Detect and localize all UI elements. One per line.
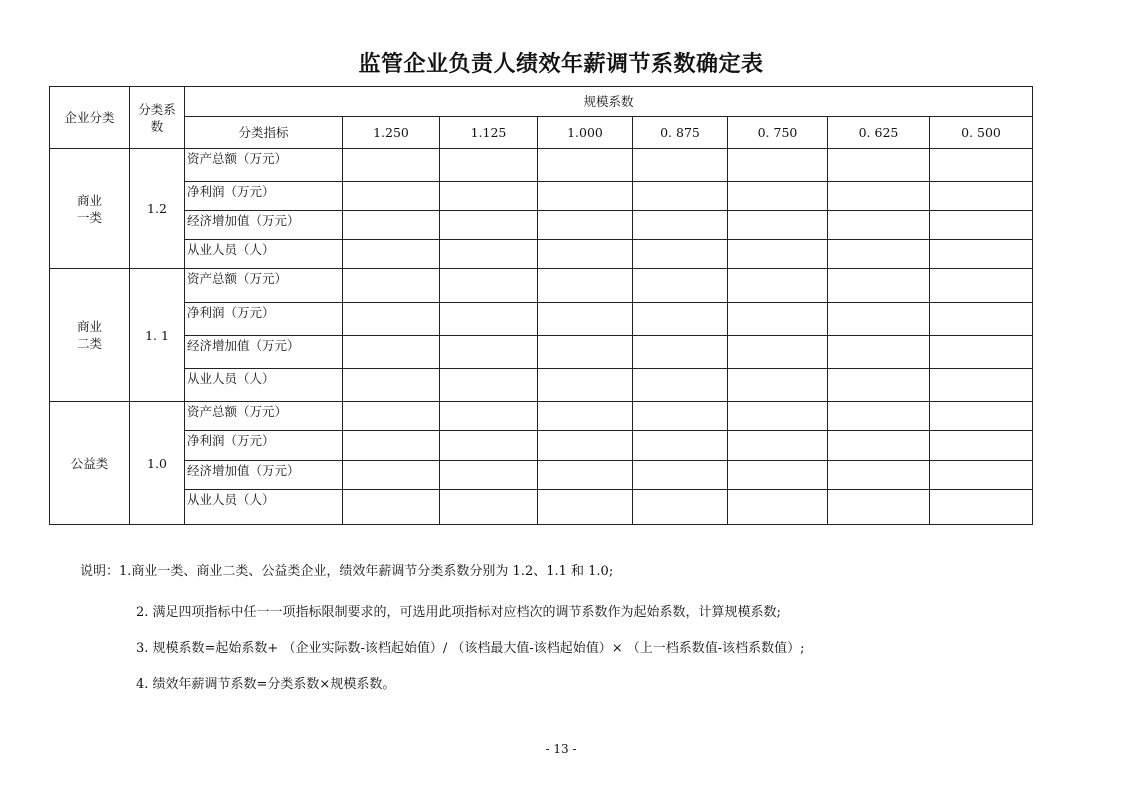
data-cell bbox=[828, 402, 930, 431]
data-cell bbox=[728, 402, 828, 431]
data-cell bbox=[343, 369, 440, 402]
data-cell bbox=[440, 303, 538, 336]
data-cell bbox=[343, 461, 440, 490]
table-row bbox=[50, 149, 1033, 182]
data-cell bbox=[440, 149, 538, 182]
coefficient-table bbox=[49, 86, 1033, 525]
category-cell bbox=[50, 402, 130, 525]
data-cell bbox=[728, 336, 828, 369]
data-cell bbox=[828, 182, 930, 211]
data-cell bbox=[633, 431, 728, 461]
data-cell bbox=[343, 269, 440, 303]
data-cell bbox=[728, 303, 828, 336]
data-cell bbox=[343, 303, 440, 336]
data-cell bbox=[343, 211, 440, 240]
data-cell bbox=[538, 402, 633, 431]
data-cell bbox=[728, 211, 828, 240]
data-cell bbox=[728, 490, 828, 525]
data-cell bbox=[633, 269, 728, 303]
class-coef-cell: 1. 1 bbox=[130, 269, 185, 402]
data-cell bbox=[930, 269, 1033, 303]
data-cell bbox=[538, 211, 633, 240]
data-cell bbox=[538, 369, 633, 402]
data-cell bbox=[538, 336, 633, 369]
data-cell bbox=[440, 431, 538, 461]
level-cell: 1.250 bbox=[343, 117, 440, 149]
data-cell bbox=[440, 402, 538, 431]
category-cell bbox=[50, 269, 130, 402]
table-row bbox=[50, 490, 1033, 525]
data-cell bbox=[633, 461, 728, 490]
data-cell bbox=[728, 369, 828, 402]
data-cell bbox=[633, 149, 728, 182]
data-cell bbox=[930, 336, 1033, 369]
category-cell bbox=[50, 149, 130, 269]
data-cell bbox=[930, 211, 1033, 240]
class-coef-cell: 1.0 bbox=[130, 402, 185, 525]
indicator-cell: 净利润（万元） bbox=[185, 182, 343, 211]
data-cell bbox=[440, 461, 538, 490]
data-cell bbox=[828, 369, 930, 402]
data-cell bbox=[828, 336, 930, 369]
data-cell bbox=[343, 402, 440, 431]
indicator-cell: 从业人员（人） bbox=[185, 490, 343, 525]
data-cell bbox=[633, 336, 728, 369]
table-row bbox=[50, 461, 1033, 490]
data-cell bbox=[930, 431, 1033, 461]
data-cell bbox=[828, 490, 930, 525]
indicator-cell: 净利润（万元） bbox=[185, 303, 343, 336]
level-cell: 1.000 bbox=[538, 117, 633, 149]
header-indicator: 分类指标 bbox=[185, 117, 343, 149]
data-cell bbox=[440, 182, 538, 211]
data-cell bbox=[828, 240, 930, 269]
data-cell bbox=[633, 402, 728, 431]
data-cell bbox=[930, 182, 1033, 211]
data-cell bbox=[728, 240, 828, 269]
data-cell bbox=[440, 490, 538, 525]
level-cell: 0. 500 bbox=[930, 117, 1033, 149]
data-cell bbox=[343, 149, 440, 182]
note-3: 3. 规模系数=起始系数+ （企业实际数-该档起始值）/ （该档最大值-该档起始值）× （上一档系数值-该档系数值）; bbox=[136, 641, 805, 656]
data-cell bbox=[538, 182, 633, 211]
note-2: 2. 满足四项指标中任一一项指标限制要求的，可选用此项指标对应档次的调节系数作为起始系数，计算规模系数; bbox=[136, 605, 781, 620]
header-class-coef: 分类系数 bbox=[130, 87, 185, 149]
data-cell bbox=[440, 269, 538, 303]
data-cell bbox=[728, 182, 828, 211]
class-coef-cell: 1.2 bbox=[130, 149, 185, 269]
indicator-cell: 从业人员（人） bbox=[185, 240, 343, 269]
data-cell bbox=[440, 211, 538, 240]
data-cell bbox=[728, 269, 828, 303]
data-cell bbox=[343, 240, 440, 269]
header-category: 企业分类 bbox=[50, 87, 130, 149]
data-cell bbox=[828, 269, 930, 303]
level-cell: 0. 750 bbox=[728, 117, 828, 149]
data-cell bbox=[930, 402, 1033, 431]
indicator-cell: 资产总额（万元） bbox=[185, 402, 343, 431]
data-cell bbox=[930, 303, 1033, 336]
table-row bbox=[50, 240, 1033, 269]
note-4: 4. 绩效年薪调节系数=分类系数×规模系数。 bbox=[136, 677, 396, 692]
data-cell bbox=[633, 240, 728, 269]
data-cell bbox=[343, 182, 440, 211]
header-scale-coef: 规模系数 bbox=[185, 87, 1033, 117]
table-row bbox=[50, 269, 1033, 303]
indicator-cell: 资产总额（万元） bbox=[185, 149, 343, 182]
data-cell bbox=[538, 240, 633, 269]
data-cell bbox=[343, 490, 440, 525]
data-cell bbox=[538, 149, 633, 182]
indicator-cell: 经济增加值（万元） bbox=[185, 211, 343, 240]
page-number: - 13 - bbox=[545, 742, 577, 756]
table-row bbox=[50, 211, 1033, 240]
data-cell bbox=[828, 461, 930, 490]
category-name-line2: 二类 bbox=[76, 336, 102, 351]
table-row bbox=[50, 303, 1033, 336]
data-cell bbox=[343, 431, 440, 461]
data-cell bbox=[828, 303, 930, 336]
indicator-cell: 经济增加值（万元） bbox=[185, 336, 343, 369]
data-cell bbox=[930, 490, 1033, 525]
data-cell bbox=[538, 303, 633, 336]
indicator-cell: 资产总额（万元） bbox=[185, 269, 343, 303]
data-cell bbox=[633, 182, 728, 211]
data-cell bbox=[930, 369, 1033, 402]
data-cell bbox=[930, 149, 1033, 182]
data-cell bbox=[440, 336, 538, 369]
category-name-line2: 一类 bbox=[76, 209, 102, 225]
category-name-line1: 公益类 bbox=[70, 455, 109, 471]
indicator-cell: 从业人员（人） bbox=[185, 369, 343, 402]
indicator-cell: 经济增加值（万元） bbox=[185, 461, 343, 490]
data-cell bbox=[440, 240, 538, 269]
data-cell bbox=[440, 369, 538, 402]
note-1: 说明：1.商业一类、商业二类、公益类企业，绩效年薪调节分类系数分别为 1.2、1.1 和 1.0; bbox=[80, 564, 614, 579]
level-cell: 0. 625 bbox=[828, 117, 930, 149]
category-name-line1: 商业 bbox=[76, 319, 102, 334]
data-cell bbox=[633, 303, 728, 336]
data-cell bbox=[828, 431, 930, 461]
level-cell: 1.125 bbox=[440, 117, 538, 149]
data-cell bbox=[728, 461, 828, 490]
data-cell bbox=[930, 240, 1033, 269]
data-cell bbox=[930, 461, 1033, 490]
data-cell bbox=[538, 269, 633, 303]
table-row bbox=[50, 182, 1033, 211]
data-cell bbox=[828, 211, 930, 240]
data-cell bbox=[828, 149, 930, 182]
category-name-line1: 商业 bbox=[76, 192, 102, 208]
level-cell: 0. 875 bbox=[633, 117, 728, 149]
data-cell bbox=[538, 431, 633, 461]
data-cell bbox=[633, 490, 728, 525]
data-cell bbox=[633, 369, 728, 402]
data-cell bbox=[728, 149, 828, 182]
data-cell bbox=[538, 461, 633, 490]
indicator-cell: 净利润（万元） bbox=[185, 431, 343, 461]
table-row bbox=[50, 402, 1033, 431]
table-row bbox=[50, 369, 1033, 402]
table-row bbox=[50, 336, 1033, 369]
table-row bbox=[50, 431, 1033, 461]
data-cell bbox=[343, 336, 440, 369]
data-cell bbox=[538, 490, 633, 525]
page-title: 监管企业负责人绩效年薪调节系数确定表 bbox=[358, 52, 764, 77]
data-cell bbox=[633, 211, 728, 240]
data-cell bbox=[728, 431, 828, 461]
